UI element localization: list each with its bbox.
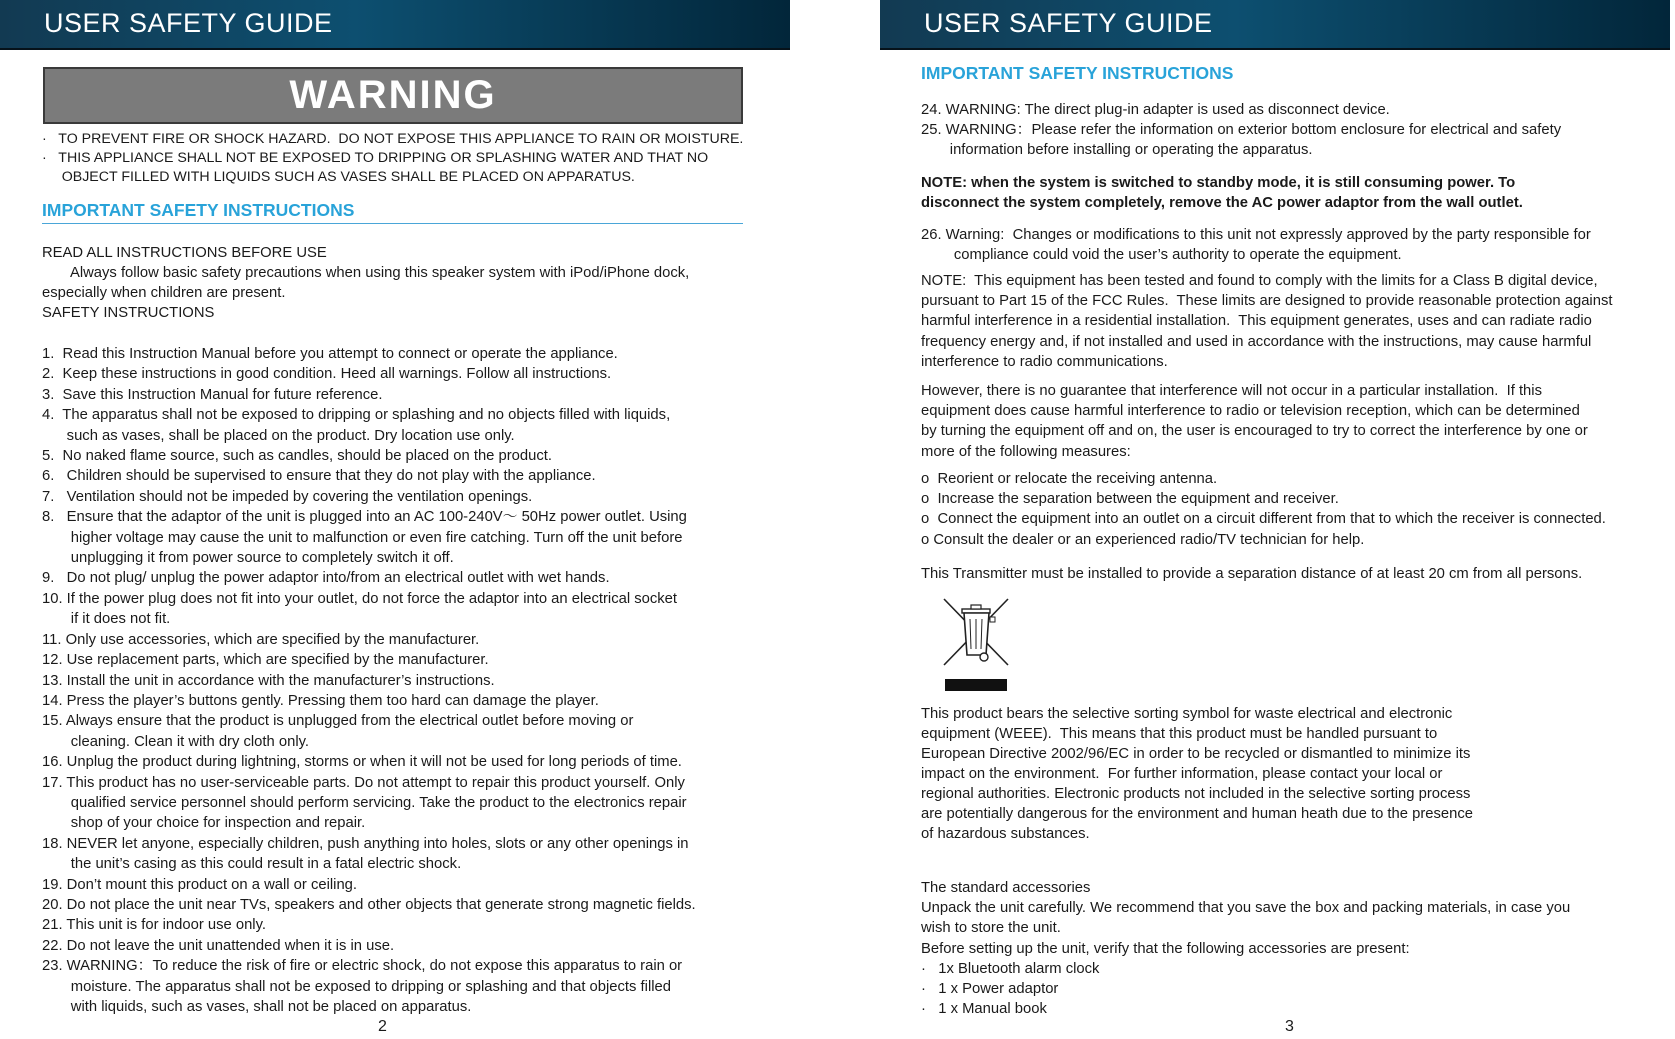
weee-line: This product bears the selective sorting symbol for waste electrical and electronic bbox=[921, 706, 1453, 722]
accessory-item: · 1x Bluetooth alarm clock bbox=[921, 961, 1100, 977]
left-page bbox=[0, 0, 800, 1039]
instruction-line: 22. Do not leave the unit unattended when it is in use. bbox=[42, 937, 395, 954]
left-banner-title: USER SAFETY GUIDE bbox=[44, 8, 333, 38]
item-line: 26. Warning: Changes or modifications to this unit not expressly approved by the party responsible for bbox=[921, 227, 1591, 243]
items-24-25 bbox=[921, 100, 1561, 160]
instruction-line: 5. No naked flame source, such as candles, should be placed on the product. bbox=[42, 448, 552, 465]
fcc-line: harmful interference in a residential installation. This equipment generates, uses and can radiate radio bbox=[921, 313, 1592, 330]
warning-text bbox=[42, 130, 743, 187]
instruction-line: 3. Save this Instruction Manual for future reference. bbox=[42, 386, 383, 403]
instruction-line: 12. Use replacement parts, which are specified by the manufacturer. bbox=[42, 652, 489, 669]
instruction-line: 17. This product has no user-serviceable parts. Do not attempt to repair this product yourself. Only bbox=[42, 774, 685, 791]
instruction-line: 21. This unit is for indoor use only. bbox=[42, 917, 266, 934]
instruction-line: shop of your choice for inspection and repair. bbox=[42, 815, 366, 832]
weee-line: impact on the environment. For further information, please contact your local or bbox=[921, 766, 1443, 782]
accessories-line: Before setting up the unit, verify that the following accessories are present: bbox=[921, 940, 1410, 957]
instruction-list bbox=[42, 344, 696, 1017]
measure-item: o Reorient or relocate the receiving antenna. bbox=[921, 471, 1218, 487]
intro-block bbox=[42, 243, 689, 323]
right-section-heading: IMPORTANT SAFETY INSTRUCTIONS bbox=[921, 63, 1234, 83]
instruction-line: 11. Only use accessories, which are specified by the manufacturer. bbox=[42, 631, 480, 648]
instruction-line: 14. Press the player’s buttons gently. Pressing them too hard can damage the player. bbox=[42, 692, 599, 709]
intro-line: Always follow basic safety precautions when using this speaker system with iPod/iPhone dock, bbox=[42, 265, 690, 281]
right-page-number: 3 bbox=[1285, 1018, 1294, 1035]
standby-note bbox=[921, 173, 1523, 213]
instruction-line: cleaning. Clean it with dry cloth only. bbox=[42, 733, 310, 750]
accessories-line: Unpack the unit carefully. We recommend that you save the box and packing materials, in case you bbox=[921, 900, 1571, 917]
weee-line: European Directive 2002/96/EC in order to be recycled or dismantled to minimize its bbox=[921, 746, 1471, 762]
left-section-heading: IMPORTANT SAFETY INSTRUCTIONS bbox=[42, 200, 355, 220]
warning-line: OBJECT FILLED WITH LIQUIDS SUCH AS VASES SHALL BE PLACED ON APPARATUS. bbox=[42, 169, 635, 185]
accessories-line: The standard accessories bbox=[921, 880, 1091, 896]
instruction-line: 10. If the power plug does not fit into your outlet, do not force the adaptor into an electrical socket bbox=[42, 590, 678, 607]
instruction-line: the unit’s casing as this could result in a fatal electric shock. bbox=[42, 856, 462, 873]
fcc-line: frequency energy and, if not installed and used in accordance with the instructions, may cause harmful bbox=[921, 333, 1592, 350]
fcc-note bbox=[921, 271, 1612, 372]
right-page bbox=[880, 0, 1675, 1039]
weee-line: regional authorities. Electronic products not included in the selective sorting process bbox=[921, 786, 1471, 802]
however-paragraph bbox=[921, 381, 1588, 462]
instruction-line: if it does not fit. bbox=[42, 611, 171, 628]
instruction-line: unplugging it from power source to completely switch it off. bbox=[42, 550, 454, 567]
fcc-line: interference to radio communications. bbox=[921, 353, 1168, 370]
instruction-line: 15. Always ensure that the product is unplugged from the electrical outlet before moving or bbox=[42, 713, 634, 730]
instruction-line: 1. Read this Instruction Manual before you attempt to connect or operate the appliance. bbox=[42, 346, 618, 362]
transmitter-note: This Transmitter must be installed to provide a separation distance of at least 20 cm from all persons. bbox=[921, 566, 1583, 582]
instruction-line: 23. WARNING：To reduce the risk of fire or electric shock, do not expose this apparatus to rain or bbox=[42, 958, 683, 975]
instruction-line: 18. NEVER let anyone, especially children, push anything into holes, slots or any other openings in bbox=[42, 835, 689, 852]
instruction-line: with liquids, such as vases, shall not be placed on apparatus. bbox=[42, 999, 472, 1015]
instruction-line: higher voltage may cause the unit to malfunction or even fire catching. Turn off the unit before bbox=[42, 529, 683, 546]
however-line: more of the following measures: bbox=[921, 443, 1131, 460]
instruction-line: such as vases, shall be placed on the product. Dry location use only. bbox=[42, 427, 515, 444]
intro-line: READ ALL INSTRUCTIONS BEFORE USE bbox=[42, 245, 327, 261]
measure-item: o Connect the equipment into an outlet on a circuit different from that to which the receiver is connected. bbox=[921, 511, 1606, 528]
item-line: 25. WARNING：Please refer the information on exterior bottom enclosure for electrical and safety bbox=[921, 122, 1562, 138]
heading-rule bbox=[42, 223, 743, 224]
measure-item: o Increase the separation between the equipment and receiver. bbox=[921, 491, 1339, 508]
however-line: equipment does cause harmful interference to radio or television reception, which can be determined bbox=[921, 403, 1580, 420]
note-line: NOTE: when the system is switched to standby mode, it is still consuming power. To bbox=[921, 175, 1516, 191]
right-banner bbox=[880, 0, 1670, 50]
warning-box bbox=[43, 67, 743, 124]
item-line: information before installing or operating the apparatus. bbox=[921, 142, 1313, 158]
instruction-line: 19. Don’t mount this product on a wall or ceiling. bbox=[42, 876, 358, 893]
instruction-line: 20. Do not place the unit near TVs, speakers and other objects that generate strong magnetic fields. bbox=[42, 896, 696, 913]
crossed-out-wheelie-bin-icon bbox=[940, 595, 1012, 693]
weee-paragraph bbox=[921, 704, 1473, 844]
instruction-line: 6. Children should be supervised to ensure that they do not play with the appliance. bbox=[42, 468, 596, 485]
weee-line: are potentially dangerous for the environment and human heath due to the presence bbox=[921, 806, 1473, 822]
left-page-number: 2 bbox=[378, 1018, 387, 1035]
left-banner bbox=[0, 0, 790, 50]
fcc-line: NOTE: This equipment has been tested and found to comply with the limits for a Class B digital device, bbox=[921, 273, 1598, 289]
however-line: However, there is no guarantee that interference will not occur in a particular installation. If this bbox=[921, 383, 1542, 399]
item-line: 24. WARNING: The direct plug-in adapter is used as disconnect device. bbox=[921, 102, 1390, 118]
right-banner-title: USER SAFETY GUIDE bbox=[924, 8, 1213, 38]
weee-line: of hazardous substances. bbox=[921, 826, 1090, 842]
instruction-line: 9. Do not plug/ unplug the power adaptor into/from an electrical outlet with wet hands. bbox=[42, 570, 610, 587]
intro-line: especially when children are present. bbox=[42, 285, 286, 301]
fcc-line: pursuant to Part 15 of the FCC Rules. These limits are designed to provide reasonable protection against bbox=[921, 293, 1613, 310]
weee-line: equipment (WEEE). This means that this product must be handled pursuant to bbox=[921, 726, 1438, 742]
warning-line: · THIS APPLIANCE SHALL NOT BE EXPOSED TO DRIPPING OR SPLASHING WATER AND THAT NO bbox=[42, 150, 709, 166]
instruction-line: moisture. The apparatus shall not be exposed to dripping or splashing and that objects filled bbox=[42, 978, 671, 995]
note-line: disconnect the system completely, remove the AC power adaptor from the wall outlet. bbox=[921, 195, 1523, 211]
warning-line: · TO PREVENT FIRE OR SHOCK HAZARD. DO NOT EXPOSE THIS APPLIANCE TO RAIN OR MOISTURE. bbox=[42, 131, 744, 147]
measures-list bbox=[921, 469, 1606, 550]
item-26 bbox=[921, 225, 1591, 265]
instruction-line: 7. Ventilation should not be impeded by covering the ventilation openings. bbox=[42, 488, 533, 505]
instruction-line: 13. Install the unit in accordance with the manufacturer’s instructions. bbox=[42, 672, 495, 689]
accessories-line: wish to store the unit. bbox=[921, 920, 1061, 937]
instruction-line: 2. Keep these instructions in good condition. Heed all warnings. Follow all instructions. bbox=[42, 366, 612, 383]
instruction-line: qualified service personnel should perform servicing. Take the product to the electronics repair bbox=[42, 794, 687, 811]
accessories-intro bbox=[921, 878, 1570, 959]
instruction-line: 4. The apparatus shall not be exposed to dripping or splashing and no objects filled with liquids, bbox=[42, 407, 671, 424]
intro-line: SAFETY INSTRUCTIONS bbox=[42, 305, 215, 321]
item-line: compliance could void the user’s authority to operate the equipment. bbox=[921, 247, 1402, 263]
accessories-list bbox=[921, 959, 1099, 1020]
instruction-line: 8. Ensure that the adaptor of the unit is plugged into an AC 100-240V～ 50Hz power outlet. Using bbox=[42, 509, 687, 526]
instruction-line: 16. Unplug the product during lightning, storms or when it will not be used for long periods of time. bbox=[42, 754, 682, 771]
however-line: by turning the equipment off and on, the user is encouraged to try to correct the interference by one or bbox=[921, 423, 1588, 440]
measure-item: o Consult the dealer or an experienced radio/TV technician for help. bbox=[921, 531, 1365, 548]
accessory-item: · 1 x Manual book bbox=[921, 1001, 1047, 1018]
accessory-item: · 1 x Power adaptor bbox=[921, 981, 1059, 998]
warning-title: WARNING bbox=[289, 73, 497, 117]
